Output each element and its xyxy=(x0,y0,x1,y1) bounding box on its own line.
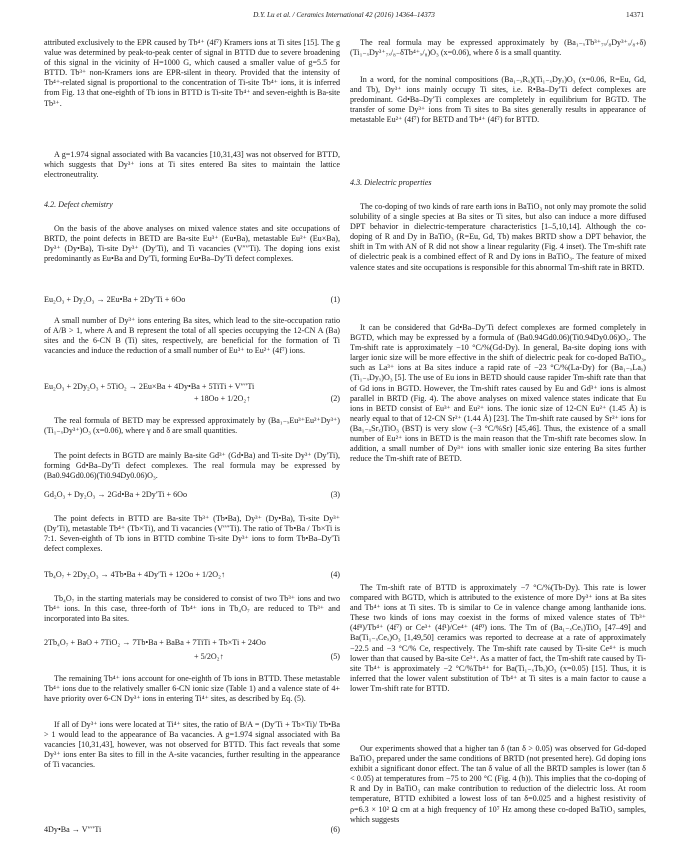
left-paragraph-8: Tb₄O₇ in the starting materials may be considered to consist of two Tb³⁺ ions and two Tb⁴⁺ ions. In this case, three-forth of Tb⁴⁺ ions in Tb₄O₇ are reduced to Tb³⁺ and incorporated into Ba sites. xyxy=(44,594,340,624)
left-paragraph-4: A small number of Dy³⁺ ions entering Ba sites, which lead to the site-occupation ratio of A/B > 1, where A and B represent the total of all species occupying the 12-CN A (Ba) sites and the 6-CN B (Ti) sites, respectively, are beneficial for the formation of Ti vacancies and induce the reduction of a small number of Eu³⁺ to Eu²⁺ (4f⁷) ions. xyxy=(44,316,340,356)
equation-6-number: (6) xyxy=(330,825,340,834)
right-paragraph-4: It can be considered that Gd•Ba–Dy′Ti defect complexes are formed completely in BGTD, which may be expressed by a formula of (Ba0.94Gd0.06)(Ti0.94Dy0.06)O₃. The Tm-shift rate is approximately −10 °C/%(Gd-Dy). In general, Ba-site doping ions with larger ionic size will be more effective in the shift of dielectric peak for co-doped BaTiO₃, such as La³⁺ ions at Ba sites induce a rapid rate of −23 °C/%(La-Dy) for (Ba₁₋ₓLaₓ)(Ti₁₋ₓDyₓ)O₃ [5]. The use of Eu ions in BETD should cause rapider Tm-shift rate than that of Gd ions in BGTD. However, the Tm-shift rates caused by Eu and Gd³⁺ ions is almost parallel in BRTD (Fig. 4). The above analyses on mixed valence states indicate that Eu ions in BETD consist of Eu³⁺ and Eu²⁺ ions. The ionic size of 12-CN Eu²⁺ (1.45 Å) is nearly equal to that of 12-CN Sr²⁺ (1.44 Å) [23]. The Tm-shift rate caused by Sr²⁺ ions for (Ba₁₋ₓSrₓ)TiO₃ (BST) is very slow (−3 °C/%Sr) [45,46]. Thus, the existence of a small number of Eu²⁺ ions in BETD is the main reason that the Tm-shift rate becomes slow. In addition, a small number of Dy³⁺ ions with smaller ionic size entering Ba sites further reduce the Tm-shift rate of BETD. xyxy=(350,323,646,464)
equation-4-expression: Tb₄O₇ + 2Dy₂O₃ → 4Tb•Ba + 4Dy′Ti + 12Oo + 1/2O₂↑ xyxy=(44,570,226,579)
right-paragraph-3: The co-doping of two kinds of rare earth ions in BaTiO₃ not only may promote the solid solubility of a single species at Ba sites or Ti sites, but also can induce a more diffused DPT behavior in dielectric-temperature characteristics [1–5,10,14]. Although the co-doping of R and Dy in BaTiO₃ (R=Eu, Gd, Tb) makes BRTD show a DPT behavior, the shift in Tm with AN of R did not show a linear regularity (Fig. 4 inset). The Tm-shift rate of dielectric peak is a combined effect of R and Dy ions in BaTiO₃. The feature of mixed valence states and site occupations is responsible for this abnormal Tm-shift rate in BRTD. xyxy=(350,202,646,272)
equation-2-number: (2) xyxy=(330,394,340,403)
equation-1-expression: Eu₂O₃ + Dy₂O₃ → 2Eu•Ba + 2Dy′Ti + 6Oo xyxy=(44,295,186,304)
right-paragraph-5: The Tm-shift rate of BTTD is approximately −7 °C/%(Tb-Dy). This rate is lower compared with BGTD, which is attributed to the existence of more Dy³⁺ ions at Ba sites and Tb⁴⁺ ions at Ti sites. Tb is similar to Ce in valence change among lanthanide ions. These two kinds of ions may coexist in the forms of mixed valence states of Tb³⁺ (4f⁸)/Tb⁴⁺ (4f⁷) or Ce³⁺ (4f¹)/Ce⁴⁺ (4f⁰) ions. The Tm of (Ba₁₋ₓCeₓ)TiO₃ [47–49] and Ba(Ti₁₋ₓCeₓ)O₃ [1,49,50] ceramics was reported to decrease at a rate of approximately −22.5 and −3 °C/% Ce, respectively. The Tm-shift rate caused by Ti-site Ce⁴⁺ is much lower than that caused by Ba-site Ce³⁺. As a matter of fact, the Tm-shift rate caused by Ti-site Tb⁴⁺ is approximately −2 °C/%Tb⁴⁺ for Ba(Ti₁₋ₓTbₓ)O₃ (x=0.05) [15]. Thus, it is inferred that the lower valent substitution of Tb⁴⁺ at Ti sites is a main factor to cause a lower Tm-shift rate for BTTD. xyxy=(350,583,646,693)
equation-5-number: (5) xyxy=(330,652,340,661)
left-paragraph-1: attributed exclusively to the EPR caused by Tb⁴⁺ (4f⁷) Kramers ions at Ti sites [15]. The g value was determined by peak-to-peak center of signal in BTTD due to severe broadening of this signal in the vicinity of H=1000 G, which caused a smaller value of g=5.5 for BTTD. Tb³⁺ non-Kramers ions are EPR-silent in theory. Provided that the intensity of Tb⁴⁺-related signal is proportional to the concentration of Ti-site Tb⁴⁺ ions, it is inferred from Fig. 13 that one-eighth of Tb ions in BTTD is Ti-site Tb⁴⁺ and seven-eighth is Ba-site Tb³⁺. xyxy=(44,38,340,108)
left-paragraph-10: If all of Dy³⁺ ions were located at Ti⁴⁺ sites, the ratio of B/A = (Dy′Ti + Tb×Ti)/ Tb•Ba > 1 would lead to the appearance of Ba vacancies. A g=1.974 signal associated with Ba vacancies [10,31,43], however, was not observed for BTTD. This fact reveals that some Dy³⁺ ions enter Ba sites to fill in the A-site vacancies, further resulting in the appearance of Ti vacancies. xyxy=(44,720,340,770)
equation-1-number: (1) xyxy=(330,295,340,304)
page-header xyxy=(44,11,644,23)
right-paragraph-1: The real formula may be expressed approximately by (Ba₁₋ₓTb³⁺₇ₓ/₈Dy³⁺ₓ/₈₊δ)(Ti₁₋ₓDy³⁺₇ₓ/₈₋δTb⁴⁺ₓ/₈)O₃ (x=0.06), where δ is a small quantity. xyxy=(350,38,646,58)
right-paragraph-2: In a word, for the nominal compositions (Ba₁₋ₓRₓ)(Ti₁₋ₓDyₓ)O₃ (x=0.06, R=Eu, Gd, and Tb), Dy³⁺ ions mainly occupy Ti sites, i.e. R•Ba–Dy′Ti defect complexes are predominant. Gd•Ba–Dy′Ti complexes are completely in equilibrium for BGTD. The transfer of some Dy³⁺ ions from Ti sites to Ba sites generally results in appearance of metastable Eu²⁺ (4f⁷) for BETD and Tb⁴⁺ (4f⁷) for BTTD. xyxy=(350,75,646,125)
left-paragraph-7: The point defects in BTTD are Ba-site Tb³⁺ (Tb•Ba), Dy³⁺ (Dy•Ba), Ti-site Dy³⁺ (Dy′Ti), metastable Tb⁴⁺ (Tb×Ti), and Ti vacancies (V″″Ti). The ratio of Tb•Ba / Tb×Ti is 7:1. Seven-eighth of Tb ions in BTTD combine Ti-site Dy³⁺ ions to form Tb•Ba–Dy′Ti defect complexes. xyxy=(44,514,340,554)
equation-2-expression-continued: + 18Oo + 1/2O₂↑ xyxy=(194,394,251,403)
section-heading-defect-chemistry: 4.2. Defect chemistry xyxy=(44,200,113,209)
page-number: 14371 xyxy=(626,11,644,19)
left-paragraph-3: On the basis of the above analyses on mixed valence states and site occupations of BRTD, the point defects in BETD are Ba-site Eu³⁺ (Eu•Ba), metastable Eu²⁺ (Eu×Ba), Dy³⁺ (Dy•Ba), Ti-site Dy³⁺ (Dy′Ti), and Ti vacancies (V″″Ti). The doping ions exist predominantly as Eu•Ba and Dy′Ti, forming Eu•Ba–Dy′Ti defect complexes. xyxy=(44,224,340,264)
running-title: D.Y. Lu et al. / Ceramics International 42 (2016) 14364–14373 xyxy=(253,11,435,19)
left-paragraph-6: The point defects in BGTD are mainly Ba-site Gd³⁺ (Gd•Ba) and Ti-site Dy³⁺ (Dy′Ti), forming Gd•Ba–Dy′Ti defect complexes. The real formula may be expressed by (Ba0.94Gd0.06)(Ti0.94Dy0.06)O₃. xyxy=(44,451,340,481)
left-paragraph-2: A g=1.974 signal associated with Ba vacancies [10,31,43] was not observed for BTTD, which suggests that Dy³⁺ ions at Ti sites entered Ba sites to maintain the lattice electroneutrality. xyxy=(44,150,340,180)
equation-3-number: (3) xyxy=(330,490,340,499)
equation-5-expression-continued: + 5/2O₂↑ xyxy=(194,652,224,661)
equation-6-expression: 4Dy•Ba → V″″Ti xyxy=(44,825,102,834)
left-paragraph-5: The real formula of BETD may be expressed approximately by (Ba₁₋ₓEu³⁺Eu²⁺Dy³⁺)(Ti₁₋ₓDy³⁺)O₃ (x=0.06), where γ and δ are small quantities. xyxy=(44,416,340,436)
equation-3-expression: Gd₂O₃ + Dy₂O₃ → 2Gd•Ba + 2Dy′Ti + 6Oo xyxy=(44,490,188,499)
left-paragraph-9: The remaining Tb⁴⁺ ions account for one-eighth of Tb ions in BTTD. These metastable Tb⁴⁺ ions due to the relatively smaller 6-CN ionic size (Table 1) and a valence state of 4+ have priority over 6-CN Dy³⁺ ions in entering Ti⁴⁺ sites, as described by Eq. (5). xyxy=(44,674,340,704)
right-paragraph-6: Our experiments showed that a higher tan δ (tan δ > 0.05) was observed for Gd-doped BaTiO₃ prepared under the same conditions of BRTD (not presented here). Gd doping ions exhibit a significant donor effect. The tan δ value of all the BRTD samples is lower (tan δ < 0.05) at temperatures from −75 to 200 °C (Fig. 4 (b)). This implies that the co-doping of R and Dy in BaTiO₃ can make contribution to reduction of the dielectric loss. At room temperature, BTTD exhibited a lowest loss of tan δ=0.025 and a highest resistivity of ρ=6.3 × 10² Ω cm at a high frequency of 10⁷ Hz among these co-doped BaTiO₃ samples, which suggests xyxy=(350,744,646,824)
equation-5-expression: 2Tb₄O₇ + BaO + 7TiO₂ → 7Tb•Ba + BaBa + 7TiTi + Tb×Ti + 24Oo xyxy=(44,638,266,647)
section-heading-dielectric-properties: 4.3. Dielectric properties xyxy=(350,178,432,187)
equation-2-expression: Eu₂O₃ + 2Dy₂O₃ + 5TiO₂ → 2Eu×Ba + 4Dy•Ba + 5TiTi + V″″Ti xyxy=(44,382,255,391)
equation-4-number: (4) xyxy=(330,570,340,579)
